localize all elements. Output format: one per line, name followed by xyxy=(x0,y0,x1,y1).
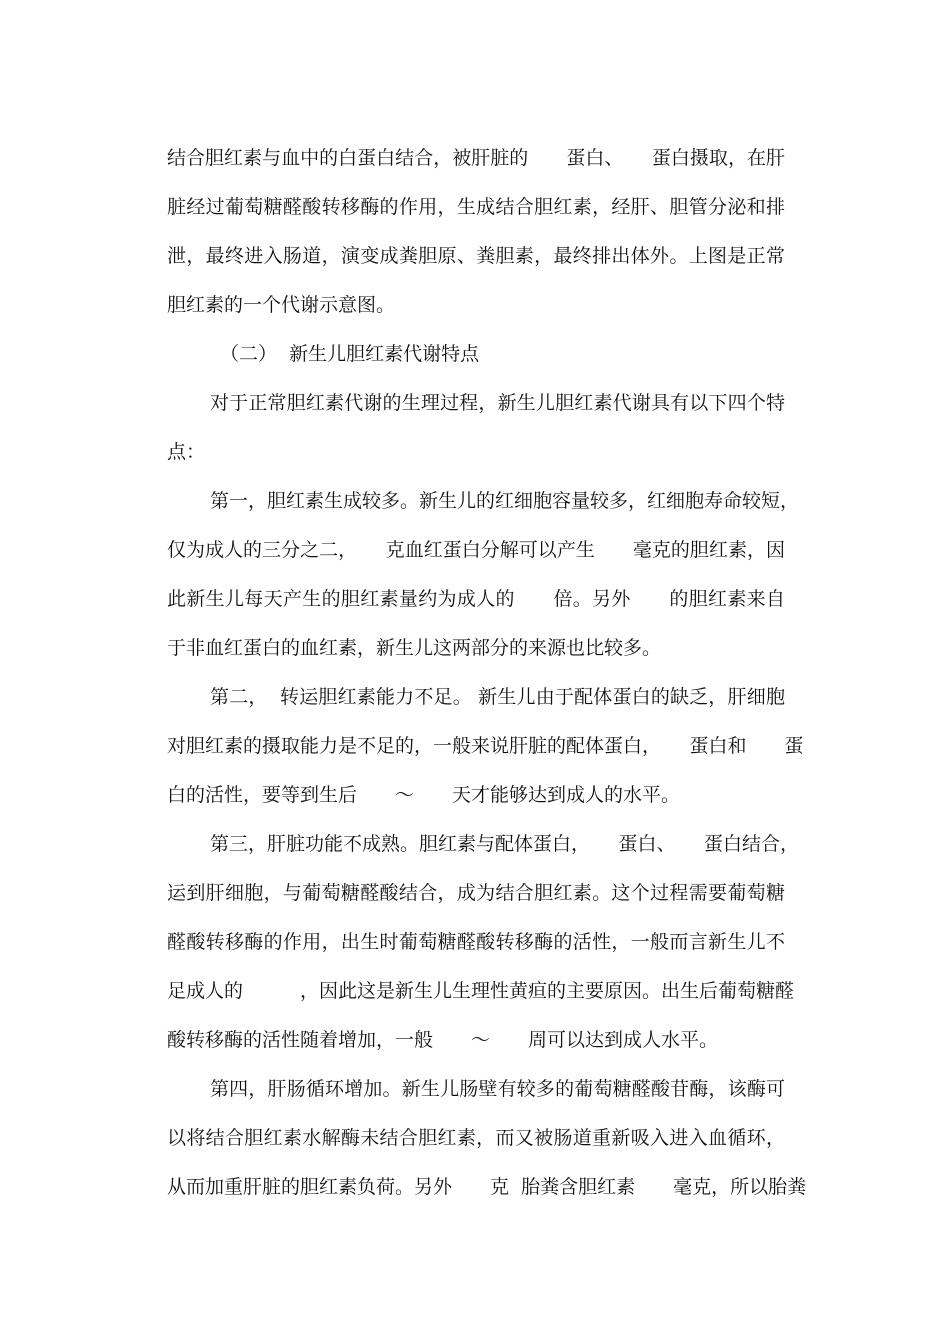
intro-paragraph-line-2: 点： xyxy=(167,441,206,463)
point-2-line-2: 对胆红素的摄取能力是不足的，一般来说肝脏的配体蛋白， 蛋白和 蛋 xyxy=(167,735,804,757)
point-1-line-2: 仅为成人的三分之二， 克血红蛋白分解可以产生 毫克的胆红素，因 xyxy=(167,539,785,561)
point-3-line-1: 第三，肝脏功能不成熟。胆红素与配体蛋白， 蛋白、 蛋白结合， xyxy=(210,833,800,855)
point-2-line-1: 第二， 转运胆红素能力不足。 新生儿由于配体蛋白的缺乏，肝细胞 xyxy=(210,686,785,708)
point-1-line-3: 此新生儿每天产生的胆红素量约为成人的 倍。另外 的胆红素来自 xyxy=(167,588,785,610)
point-3-line-4: 足成人的 ，因此这是新生儿生理性黄疸的主要原因。出生后葡萄糖醛 xyxy=(167,980,795,1002)
point-3-line-2: 运到肝细胞，与葡萄糖醛酸结合，成为结合胆红素。这个过程需要葡萄糖 xyxy=(167,882,785,904)
point-1-line-1: 第一，胆红素生成较多。新生儿的红细胞容量较多，红细胞寿命较短， xyxy=(210,490,800,512)
point-3-line-5: 酸转移酶的活性随着增加，一般 ～ 周可以达到成人水平。 xyxy=(167,1029,719,1051)
point-4-line-2: 以将结合胆红素水解酶未结合胆红素，而又被肠道重新吸入进入血循环， xyxy=(167,1127,785,1149)
paragraph-1-line-2: 脏经过葡萄糖醛酸转移酶的作用，生成结合胆红素，经肝、胆管分泌和排 xyxy=(167,196,785,218)
paragraph-1-line-4: 胆红素的一个代谢示意图。 xyxy=(167,294,396,316)
point-4-line-3: 从而加重肝脏的胆红素负荷。另外 克 胎粪含胆红素 毫克，所以胎粪 xyxy=(167,1176,807,1198)
point-1-line-4: 于非血红蛋白的血红素，新生儿这两部分的来源也比较多。 xyxy=(167,637,662,659)
intro-paragraph-line-1: 对于正常胆红素代谢的生理过程，新生儿胆红素代谢具有以下四个特 xyxy=(210,392,785,414)
point-3-line-3: 醛酸转移酶的作用，出生时葡萄糖醛酸转移酶的活性，一般而言新生儿不 xyxy=(167,931,785,953)
section-heading: （二） 新生儿胆红素代谢特点 xyxy=(220,343,480,365)
paragraph-1-line-3: 泄，最终进入肠道，演变成粪胆原、粪胆素，最终排出体外。上图是正常 xyxy=(167,245,785,267)
point-4-line-1: 第四，肝肠循环增加。新生儿肠壁有较多的葡萄糖醛酸苷酶，该酶可 xyxy=(210,1078,785,1100)
paragraph-1-line-1: 结合胆红素与血中的白蛋白结合，被肝脏的 蛋白、 蛋白摄取，在肝 xyxy=(167,147,785,169)
point-2-line-3: 白的活性，要等到生后 ～ 天才能够达到成人的水平。 xyxy=(167,784,681,806)
